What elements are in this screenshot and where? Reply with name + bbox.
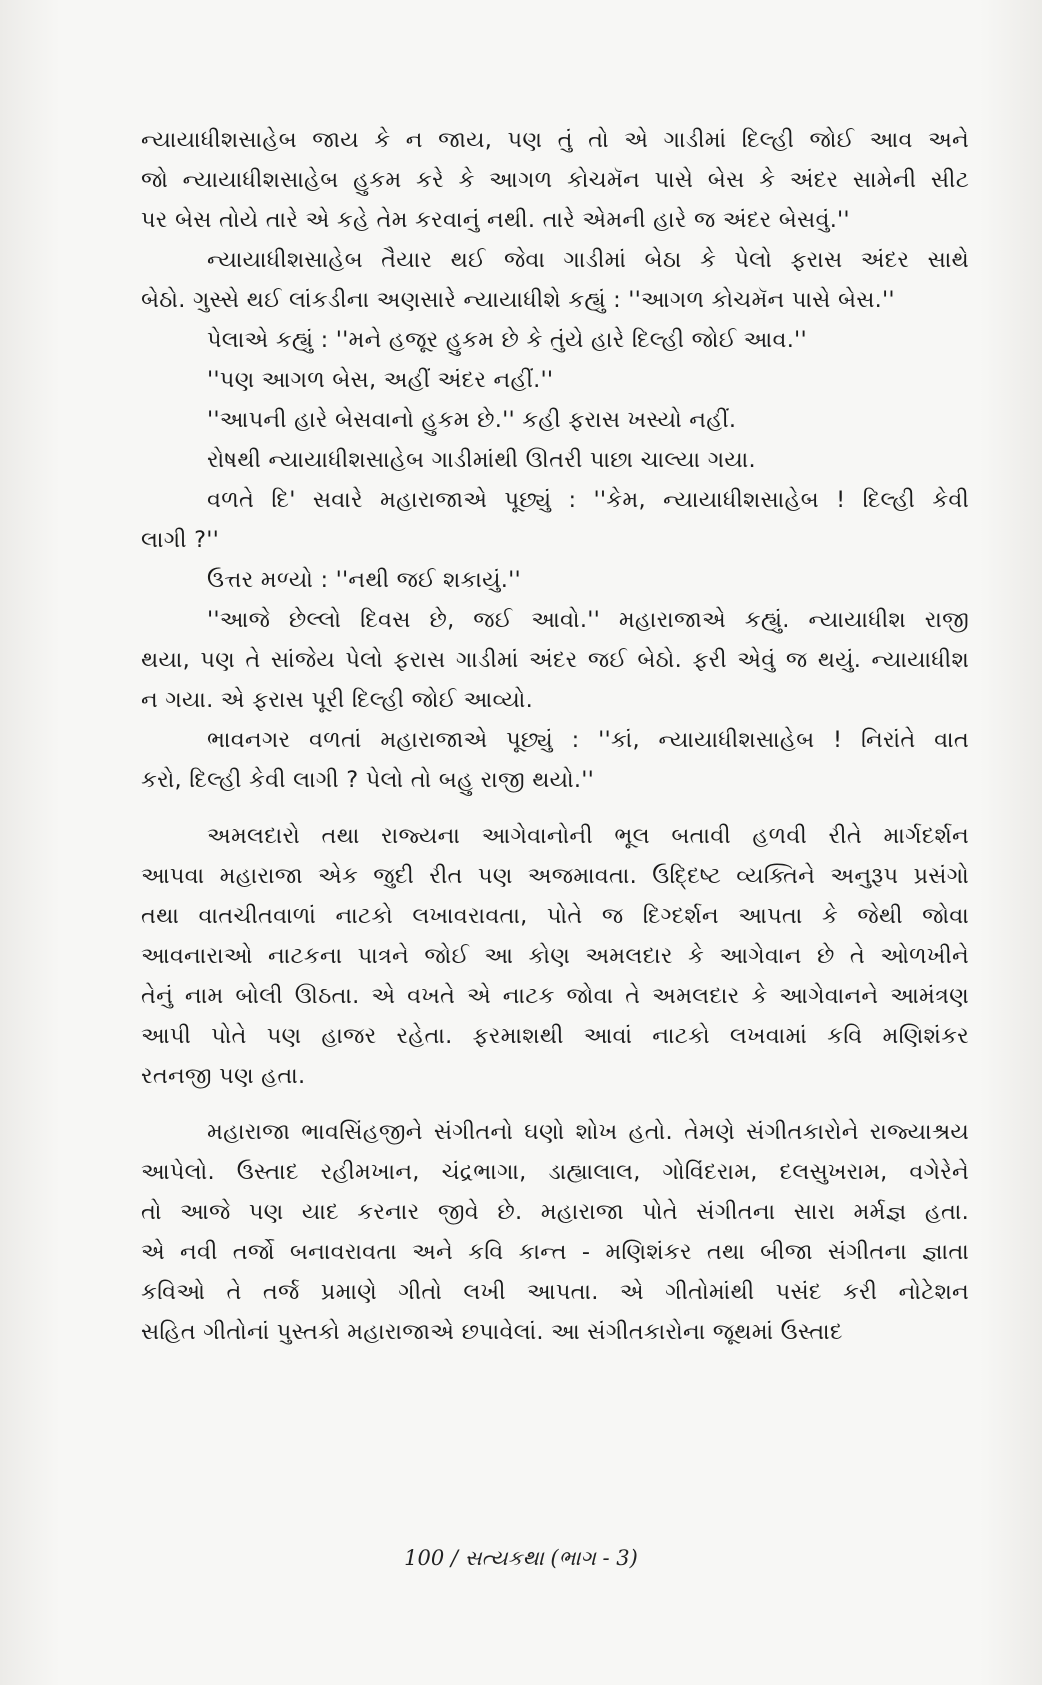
text-line: અમલદારો તથા રાજ્યના આગેવાનોની ભૂલ બતાવી હળવી રીતે માર્ગદર્શન [207,823,969,849]
text-line: ન્યાયાધીશસાહેબ જાય કે ન જાય, પણ તું તો એ ગાડીમાં દિલ્હી જોઈ આવ અને [141,127,969,153]
text-line: વળતે દિ' સવારે મહારાજાએ પૂછ્યું : ''કેમ, ન્યાયાધીશસાહેબ ! દિલ્હી કેવી [207,487,969,513]
text-line: રતનજી પણ હતા. [141,1063,306,1089]
text-line: બેઠો. ગુસ્સે થઈ લાંકડીના અણસારે ન્યાયાધીશે કહ્યું : ''આગળ કોચમૅન પાસે બેસ.'' [141,287,895,313]
text-line: ન ગયા. એ ફરાસ પૂરી દિલ્હી જોઈ આવ્યો. [141,687,533,713]
text-line: તથા વાતચીતવાળાં નાટકો લખાવરાવતા, પોતે જ દિગ્દર્શન આપતા કે જેથી જોવા [141,903,969,929]
text-line: કરો, દિલ્હી કેવી લાગી ? પેલો તો બહુ રાજી થયો.'' [141,767,595,793]
text-line: કવિઓ તે તર્જ પ્રમાણે ગીતો લખી આપતા. એ ગીતોમાંથી પસંદ કરી નોટેશન [141,1279,969,1305]
text-line: ''આપની હારે બેસવાનો હુકમ છે.'' કહી ફરાસ ખસ્યો નહીં. [207,407,737,433]
paragraph [141,816,969,1096]
paragraph [141,480,969,560]
text-line: ઉત્તર મળ્યો : ''નથી જઈ શકાયું.'' [207,567,521,593]
paragraph [141,360,969,400]
paragraph [141,720,969,800]
text-line: થયા, પણ તે સાંજેય પેલો ફરાસ ગાડીમાં અંદર જઈ બેઠો. ફરી એવું જ થયું. ન્યાયાધીશ [141,647,969,673]
text-line: તો આજે પણ યાદ કરનાર જીવે છે. મહારાજા પોતે સંગીતના સારા મર્મજ્ઞ હતા. [141,1199,969,1225]
paragraph [141,440,969,480]
text-line: મહારાજા ભાવસિંહજીને સંગીતનો ઘણો શોખ હતો. તેમણે સંગીતકારોને રાજ્યાશ્રય [207,1119,969,1145]
paragraph-spacer [141,1096,969,1112]
text-line: પર બેસ તોયે તારે એ કહે તેમ કરવાનું નથી. તારે એમની હારે જ અંદર બેસવું.'' [141,207,850,233]
text-line: એ નવી તર્જો બનાવરાવતા અને કવિ કાન્ત - મણિશંકર તથા બીજા સંગીતના જ્ઞાતા [141,1239,969,1265]
paragraph [141,1112,969,1352]
paragraph-spacer [141,800,969,816]
text-line: આપેલો. ઉસ્તાદ રહીમખાન, ચંદ્રભાગા, ડાહ્યાલાલ, ગોવિંદરામ, દલસુખરામ, વગેરેને [141,1159,969,1185]
text-line: ભાવનગર વળતાં મહારાજાએ પૂછ્યું : ''કાં, ન્યાયાધીશસાહેબ ! નિરાંતે વાત [207,727,969,753]
paragraph [141,320,969,360]
paragraph [141,560,969,600]
text-line: ન્યાયાધીશસાહેબ તૈયાર થઈ જેવા ગાડીમાં બેઠા કે પેલો ફરાસ અંદર સાથે [207,247,969,273]
text-line: જો ન્યાયાધીશસાહેબ હુકમ કરે કે આગળ કોચમૅન પાસે બેસ કે અંદર સામેની સીટ [141,167,969,193]
text-line: ''પણ આગળ બેસ, અહીં અંદર નહીં.'' [207,367,554,393]
text-line: તેનું નામ બોલી ઊઠતા. એ વખતે એ નાટક જોવા તે અમલદાર કે આગેવાનને આમંત્રણ [141,983,969,1009]
text-line: લાગી ?'' [141,527,220,553]
text-line: રોષથી ન્યાયાધીશસાહેબ ગાડીમાંથી ઊતરી પાછા ચાલ્યા ગયા. [207,447,756,473]
body-text [141,120,969,1352]
text-line: આવનારાઓ નાટકના પાત્રને જોઈ આ કોણ અમલદાર કે આગેવાન છે તે ઓળખીને [141,943,969,969]
text-line: સહિત ગીતોનાં પુસ્તકો મહારાજાએ છપાવેલાં. આ સંગીતકારોના જૂથમાં ઉસ્તાદ [141,1319,843,1345]
paragraph [141,240,969,320]
paragraph [141,400,969,440]
text-line: આપવા મહારાજા એક જુદી રીત પણ અજમાવતા. ઉદ્દિષ્ટ વ્યક્તિને અનુરૂપ પ્રસંગો [141,863,969,889]
text-line: આપી પોતે પણ હાજર રહેતા. ફરમાશથી આવાં નાટકો લખવામાં કવિ મણિશંકર [141,1023,969,1049]
text-line: પેલાએ કહ્યું : ''મને હજૂર હુકમ છે કે તુંયે હારે દિલ્હી જોઈ આવ.'' [207,327,807,353]
page-footer: 100 / સત્યકથા (ભાગ - 3) [404,1546,638,1570]
paragraph [141,120,969,240]
paragraph [141,600,969,720]
text-line: ''આજે છેલ્લો દિવસ છે, જઈ આવો.'' મહારાજાએ કહ્યું. ન્યાયાધીશ રાજી [207,607,969,633]
